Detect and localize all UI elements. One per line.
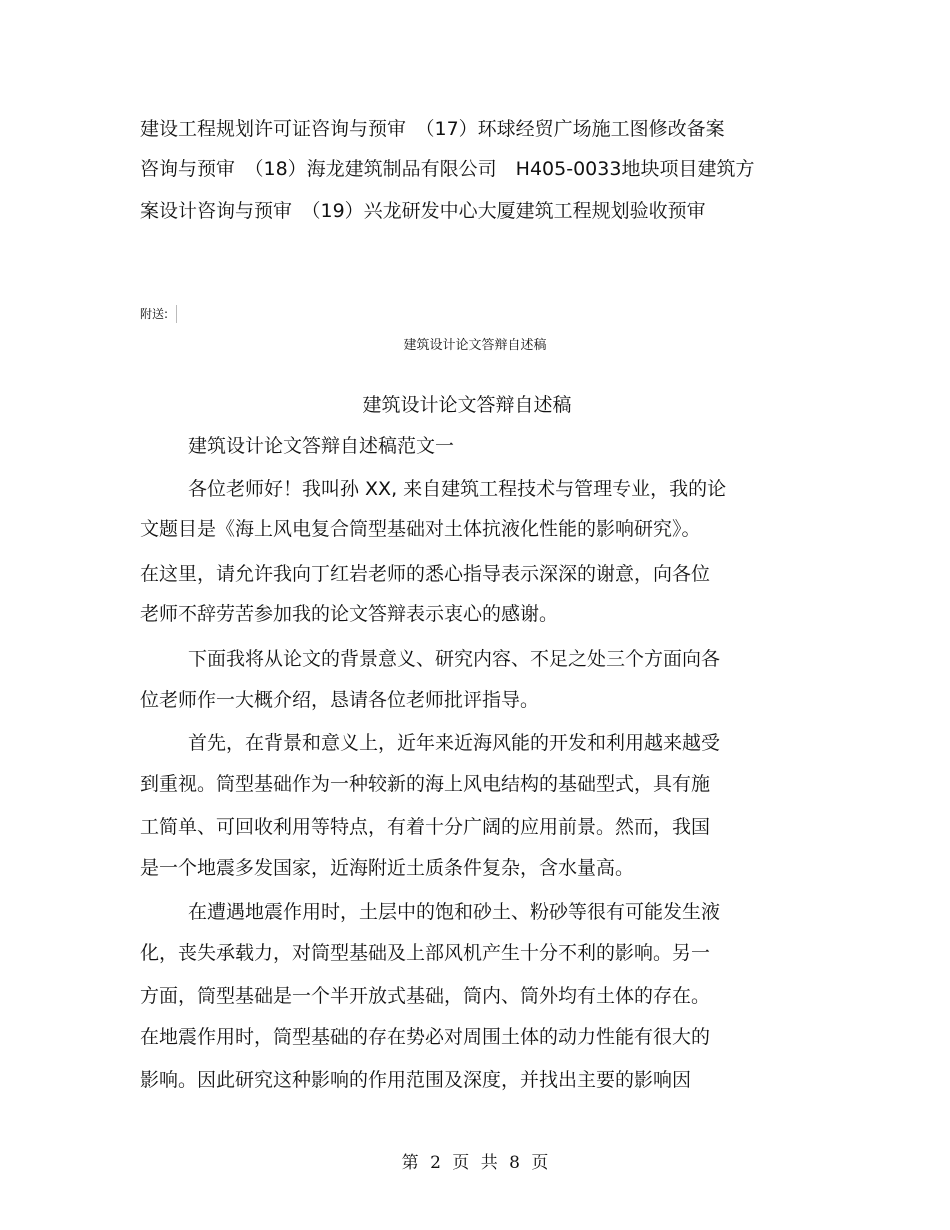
paragraph-line: 到重视。筒型基础作为一种较新的海上风电结构的基础型式，具有施 (140, 773, 711, 795)
paragraph-line: 各位老师好！我叫孙 XX, 来自建筑工程技术与管理专业，我的论 (188, 478, 727, 500)
paragraph-line: 在这里，请允许我向丁红岩老师的悉心指导表示深深的谢意，向各位 (140, 563, 711, 585)
page-number-footer: 第 2 页 共 8 页 (401, 1153, 549, 1173)
paragraph-line: 文题目是《海上风电复合筒型基础对土体抗液化性能的影响研究》。 (140, 518, 701, 540)
header-line-2: 咨询与预审 （18）海龙建筑制品有限公司 H405-0033地块项目建筑方 (140, 158, 755, 180)
paragraph-line: 在遭遇地震作用时，土层中的饱和砂土、粉砂等很有可能发生液 (188, 901, 721, 923)
paragraph-line: 首先，在背景和意义上，近年来近海风能的开发和利用越来越受 (188, 732, 721, 754)
paragraph-line: 工简单、可回收利用等特点，有着十分广阔的应用前景。然而，我国 (140, 816, 711, 838)
document-subtitle: 建筑设计论文答辩自述稿 (403, 338, 547, 353)
attachment-label: 附送: (140, 305, 177, 323)
paragraph-line: 建筑设计论文答辩自述稿范文一 (188, 435, 455, 457)
header-line-1: 建设工程规划许可证咨询与预审 （17）环球经贸广场施工图修改备案 (140, 118, 725, 140)
paragraph-line: 下面我将从论文的背景意义、研究内容、不足之处三个方面向各 (188, 648, 721, 670)
paragraph-line: 位老师作一大概介绍，恳请各位老师批评指导。 (140, 689, 540, 711)
paragraph-line: 老师不辞劳苦参加我的论文答辩表示衷心的感谢。 (140, 603, 559, 625)
paragraph-line: 方面，筒型基础是一个半开放式基础，筒内、筒外均有土体的存在。 (140, 985, 711, 1007)
paragraph-line: 影响。因此研究这种影响的作用范围及深度，并找出主要的影响因 (140, 1069, 692, 1091)
paragraph-line: 化，丧失承载力，对筒型基础及上部风机产生十分不利的影响。另一 (140, 942, 711, 964)
paragraph-line: 是一个地震多发国家，近海附近土质条件复杂，含水量高。 (140, 857, 635, 879)
header-line-3: 案设计咨询与预审 （19）兴龙研发中心大厦建筑工程规划验收预审 (140, 200, 706, 222)
paragraph-line: 在地震作用时，筒型基础的存在势必对周围土体的动力性能有很大的 (140, 1026, 711, 1048)
document-title: 建筑设计论文答辩自述稿 (362, 394, 572, 416)
